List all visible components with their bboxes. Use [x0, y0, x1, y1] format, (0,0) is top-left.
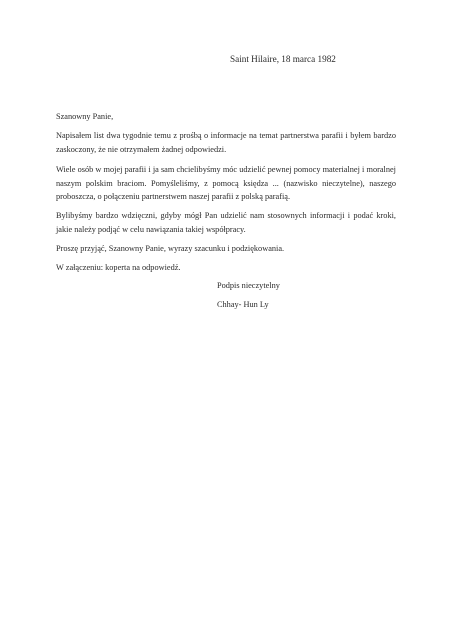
paragraph-3: Bylibyśmy bardzo wdzięczni, gdyby mógł Pan udzielić nam stosownych informacji i podać kroki, jakie należy podjąć w celu nawiązania takiej współpracy. [56, 211, 396, 234]
paragraph-1: Napisałem list dwa tygodnie temu z prośbą o informacje na temat partnerstwa parafii i byłem bardzo zaskoczony, że nie otrzymałem żadnej odpowiedzi. [56, 131, 396, 154]
enclosure-note: W załączeniu: koperta na odpowiedź. [56, 263, 181, 272]
paragraph-4: Proszę przyjąć, Szanowny Panie, wyrazy szacunku i podziękowania. [56, 244, 285, 253]
signature-name: Chhay- Hun Ly [217, 300, 269, 309]
salutation: Szanowny Panie, [56, 112, 114, 121]
dateline: Saint Hilaire, 18 marca 1982 [230, 54, 336, 64]
paragraph-2: Wiele osób w mojej parafii i ja sam chcielibyśmy móc udzielić pewnej pomocy materialnej i moralnej naszym polskim braciom. Pomyśleliśmy, z pomocą księdza ... (nazwisko nieczytelne), naszego proboszcza, o połączeniu partnerstwem naszej parafii z polską parafią. [56, 165, 396, 202]
signature-note: Podpis nieczytelny [217, 281, 280, 290]
